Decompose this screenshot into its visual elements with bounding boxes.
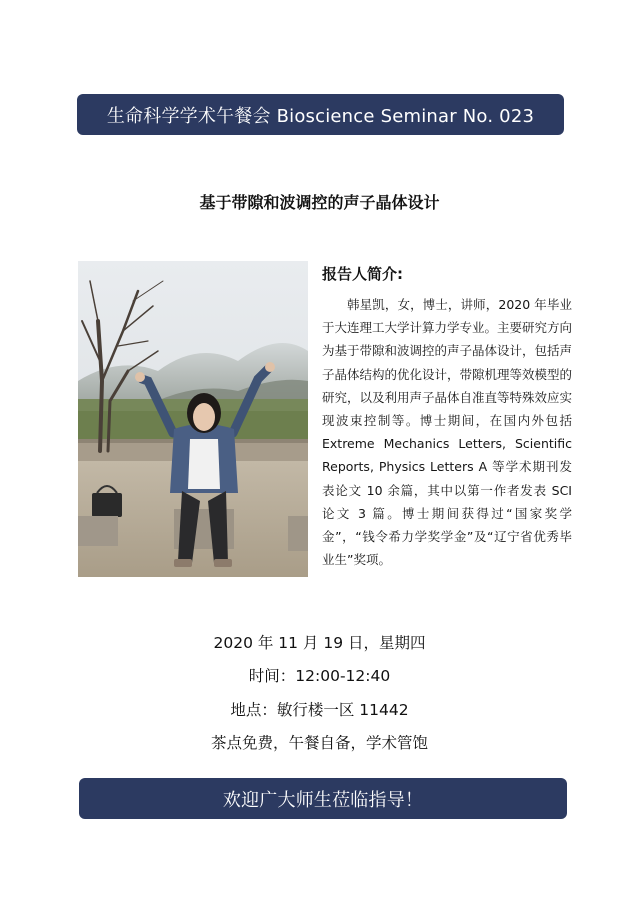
talk-title: 基于带隙和波调控的声子晶体设计 — [199, 193, 440, 212]
event-time: 时间：12:00-12:40 — [248, 667, 391, 685]
bio-heading: 报告人简介: — [322, 265, 403, 283]
bio-text: 韩星凯，女，博士，讲师，2020 年毕业于大连理工大学计算力学专业。主要研究方向为基于带隙和波调控的声子晶体设计，包括声子晶体结构的优化设计，带隙机理等效模型的研究，以及利用声子晶体自准直等特殊效应实现波束控制等。博士期间，在国内外包括 Extreme Mechanics Letters, Scientific Reports, Physics Letters A 等学术期刊发表论文 10 余篇，其中以第一作者发表 SCI 论文 3 篇。博士期间获得过“国家奖学金”，“钱令希力学奖学金”及“辽宁省优秀毕业生”奖项。 — [322, 297, 573, 568]
event-location: 地点：敏行楼一区 11442 — [230, 701, 409, 719]
header-banner-text: 生命科学学术午餐会 Bioscience Seminar No. 023 — [106, 105, 535, 127]
speaker-photo — [78, 261, 308, 577]
event-note: 茶点免费，午餐自备，学术管饱 — [210, 734, 428, 752]
event-date: 2020 年 11 月 19 日，星期四 — [213, 634, 426, 652]
footer-banner — [79, 778, 567, 819]
footer-banner-text: 欢迎广大师生莅临指导！ — [222, 789, 424, 811]
header-banner — [77, 94, 564, 135]
